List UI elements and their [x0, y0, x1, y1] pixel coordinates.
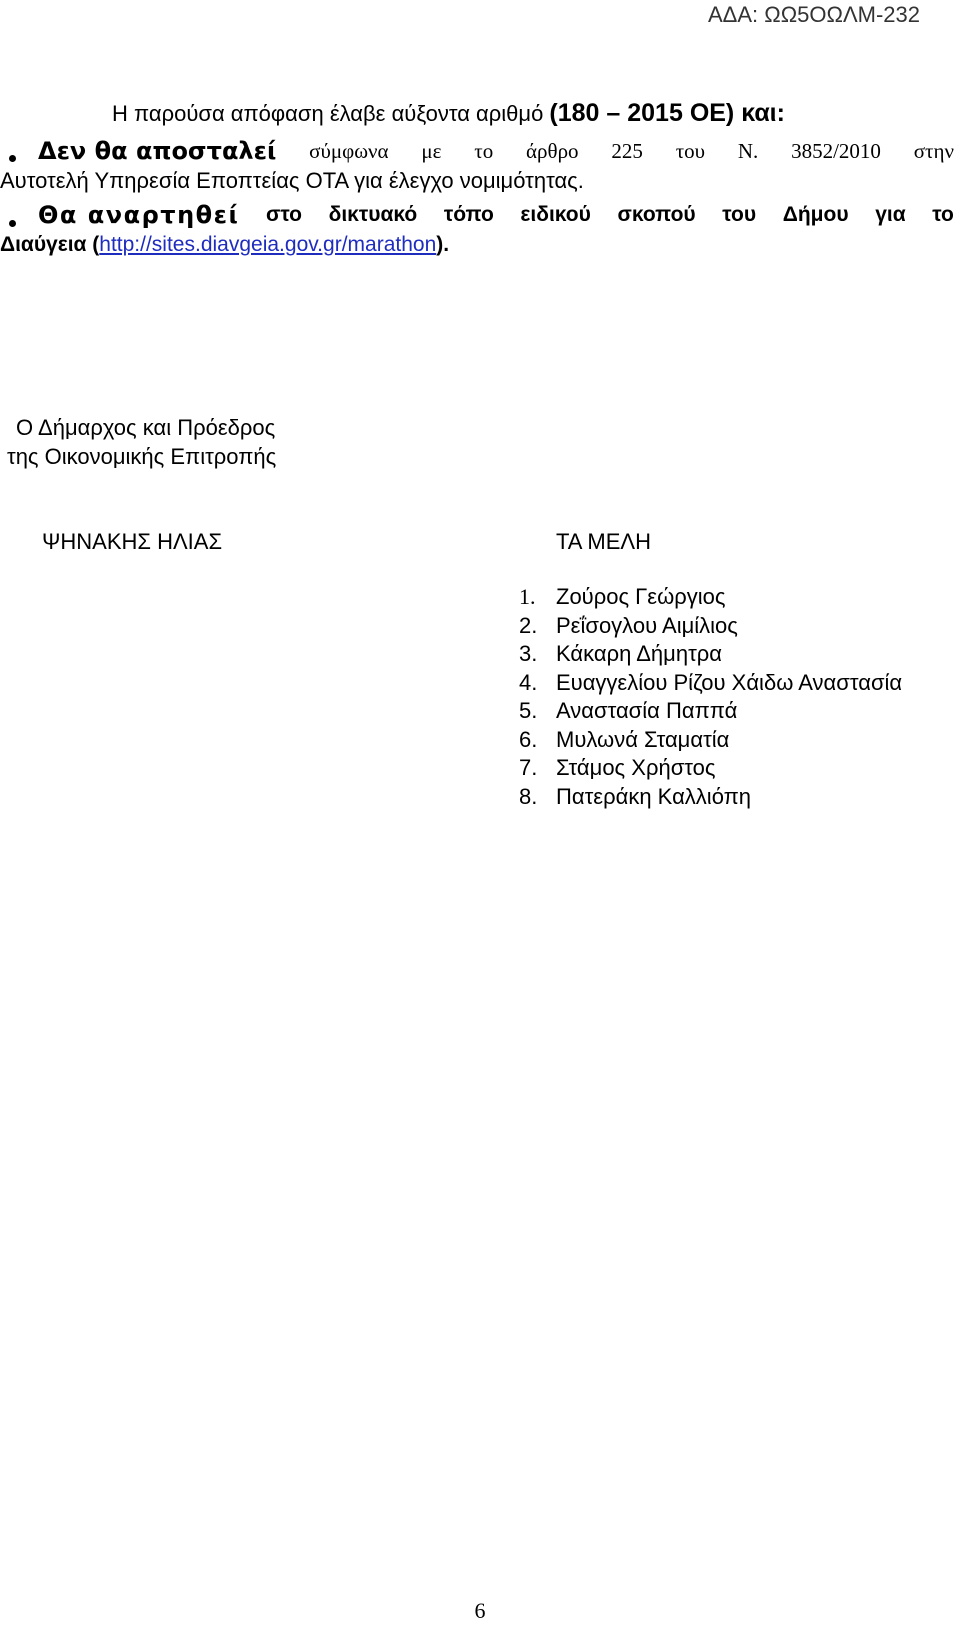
- decision-intro: [112, 98, 785, 129]
- bullet-2-word: στο: [265, 203, 302, 226]
- bullet-2-word: το: [932, 203, 954, 226]
- mayor-title-line-1: Ο Δήμαρχος και Πρόεδρος: [16, 415, 276, 440]
- member-name: Πατεράκη Καλλιόπη: [556, 783, 752, 809]
- list-item: [519, 726, 902, 755]
- bullet-1-word: με: [421, 139, 442, 163]
- bullet-2-line-1: [38, 200, 954, 230]
- members-list: [519, 583, 902, 811]
- member-name: Αναστασία Παππά: [556, 698, 738, 723]
- list-item: [519, 583, 902, 612]
- decision-number: (180 – 2015 ΟΕ) και:: [549, 99, 785, 127]
- member-number: 3.: [519, 641, 538, 666]
- member-name: Κάκαρη Δήμητρα: [556, 641, 722, 666]
- bullet-2-word: σκοπού: [617, 203, 696, 226]
- mayor-title-line-2: της Οικονομικής Επιτροπής: [7, 444, 277, 469]
- list-item: [519, 612, 902, 641]
- bullet-1-word: σύμφωνα: [309, 139, 389, 163]
- bullet-2-word: του: [722, 203, 757, 226]
- bullet-1: [0, 136, 960, 196]
- bullet-1-line-1: [38, 136, 954, 166]
- list-item: [519, 754, 902, 783]
- list-item: [519, 640, 902, 669]
- diavgeia-link[interactable]: http://sites.diavgeia.gov.gr/marathon: [99, 233, 437, 256]
- member-name: Μυλωνά Σταματία: [556, 726, 730, 752]
- bullet-1-line-2: Αυτοτελή Υπηρεσία Εποπτείας ΟΤΑ για έλεγχο νομιμότητας.: [0, 168, 584, 193]
- member-number: 2.: [519, 612, 538, 638]
- member-name: Στάμος Χρήστος: [556, 755, 716, 780]
- intro-text: Η παρούσα απόφαση έλαβε αύξοντα αριθμό: [112, 101, 550, 126]
- bullet-2-word: δικτυακό: [328, 203, 418, 226]
- bullet-2-line-2-prefix: Διαύγεια (: [0, 233, 100, 256]
- bullet-1-emphasis: Δεν θα αποσταλεί: [38, 137, 277, 165]
- bullet-1-word: 3852/2010: [791, 139, 881, 163]
- bullet-2: [0, 200, 960, 260]
- member-number: 5.: [519, 698, 538, 723]
- member-number: 7.: [519, 755, 538, 780]
- member-number: 4.: [519, 669, 538, 695]
- bullet-1-word: στην: [913, 139, 954, 163]
- bullet-2-line-2: [0, 230, 960, 260]
- bullet-2-line-2-suffix: ).: [436, 233, 450, 256]
- members-heading: ΤΑ ΜΕΛΗ: [556, 529, 651, 554]
- bullet-1-word: του: [675, 139, 706, 163]
- member-number: 6.: [519, 726, 538, 752]
- list-item: [519, 697, 902, 726]
- ada-code: ΑΔΑ: ΩΩ5ΟΩΛΜ-232: [707, 2, 920, 27]
- member-name: Ζούρος Γεώργιος: [556, 584, 726, 609]
- bullet-1-word: άρθρο: [526, 139, 579, 163]
- bullet-2-word: Δήμου: [782, 203, 849, 226]
- mayor-name: ΨΗΝΑΚΗΣ ΗΛΙΑΣ: [42, 529, 223, 554]
- list-item: [519, 783, 902, 812]
- member-name: Ρεΐσογλου Αιμίλιος: [556, 612, 738, 638]
- bullet-2-word: τόπο: [443, 203, 494, 226]
- bullet-1-word: Ν.: [737, 139, 759, 163]
- member-name: Ευαγγελίου Ρίζου Χάιδω Αναστασία: [556, 669, 903, 695]
- bullet-2-emphasis: Θα αναρτηθεί: [38, 201, 240, 229]
- bullet-1-word: 225: [611, 139, 643, 163]
- member-number: 1.: [519, 584, 536, 609]
- list-item: [519, 669, 902, 698]
- bullet-1-word: το: [474, 139, 494, 163]
- page-number: 6: [474, 1598, 486, 1623]
- bullet-2-word: για: [875, 203, 906, 226]
- member-number: 8.: [519, 783, 538, 809]
- bullet-2-word: ειδικού: [520, 203, 591, 226]
